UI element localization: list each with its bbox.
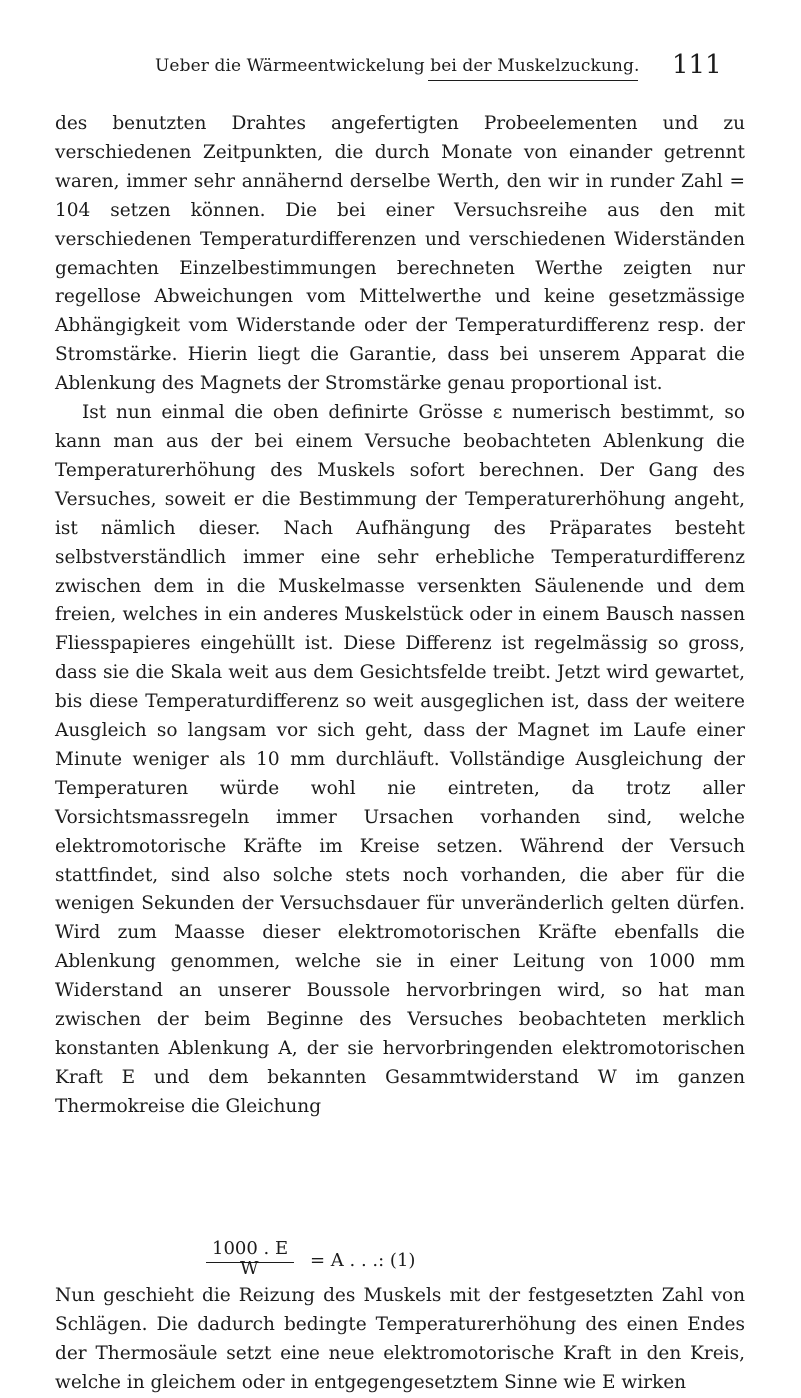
paragraph-continuation: des benutzten Drahtes angefertigten Probeelementen und zu verschiedenen Zeitpunkten, die durch Monate von einander getrennt waren, immer sehr annähernd derselbe Werth, den wir in runder Zahl = 104 setzen können. Die bei einer Versuchsreihe aus den mit verschiedenen Temperaturdifferenzen und verschiedenen Widerständen gemachten Einzelbestimmungen berechneten Werthe zeigten nur regellose Abweichungen vom Mittelwerthe und keine gesetzmässige Abhängigkeit vom Widerstande oder der Temperaturdifferenz resp. der Stromstärke. Hierin liegt die Garantie, dass bei unserem Apparat die Ablenkung des Magnets der Stromstärke genau proportional ist. — [55, 113, 745, 395]
header-underline — [428, 80, 638, 81]
equation-1 — [212, 1238, 552, 1286]
paragraph-stimulation: Nun geschieht die Reizung des Muskels mit der festgesetzten Zahl von Schlägen. Die dadurch bedingte Temperaturerhöhung des einen Endes der Thermosäule setzt eine neue elektromotorische Kraft in den Kreis, welche in gleichem oder in entgegengesetztem Sinne wie E wirken — [55, 1285, 745, 1393]
page-number: 111 — [672, 50, 722, 80]
main-text — [55, 110, 745, 1122]
running-title: Ueber die Wärmeentwickelung bei der Muskelzuckung. — [155, 56, 640, 76]
page-header — [0, 50, 801, 90]
paragraph-method: Ist nun einmal die oben definirte Grösse ε numerisch bestimmt, so kann man aus der bei einem Versuche beobachteten Ablenkung die Temperaturerhöhung des Muskels sofort berechnen. Der Gang des Versuches, soweit er die Bestimmung der Temperaturerhöhung angeht, ist nämlich dieser. Nach Aufhängung des Präparates besteht selbstverständlich immer eine sehr erhebliche Temperaturdifferenz zwischen dem in die Muskelmasse versenkten Säulenende und dem freien, welches in ein anderes Muskelstück oder in einem Bausch nassen Fliesspapieres eingehüllt ist. Diese Differenz ist regelmässig so gross, dass sie die Skala weit aus dem Gesichtsfelde treibt. Jetzt wird gewartet, bis diese Temperaturdifferenz so weit ausgeglichen ist, dass der weitere Ausgleich so langsam vor sich geht, dass der Magnet im Laufe einer Minute weniger als 10 mm durchläuft. Vollständige Ausgleichung der Temperaturen würde wohl nie eintreten, da trotz aller Vorsichtsmassregeln immer Ursachen vorhanden sind, welche elektromotorische Kräfte im Kreise setzen. Während der Versuch stattfindet, sind also solche stets noch vorhanden, die aber für die wenigen Sekunden der Versuchsdauer für unveränderlich gelten dürfen. Wird zum Maasse dieser elektromotorischen Kräfte ebenfalls die Ablenkung genommen, welche sie in einer Leitung von 1000 mm Widerstand an unserer Boussole hervorbringen wird, so hat man zwischen der beim Beginne des Versuches beobachteten merklich konstanten Ablenkung A, der sie hervorbringenden elektromotorischen Kraft E und dem bekannten Gesammtwiderstand W im ganzen Thermokreise die Gleichung — [55, 402, 745, 1117]
equation-rhs: = A . . .: (1) — [310, 1250, 416, 1271]
equation-numerator: 1000 . E — [212, 1238, 289, 1259]
equation-denominator: W — [240, 1258, 259, 1279]
